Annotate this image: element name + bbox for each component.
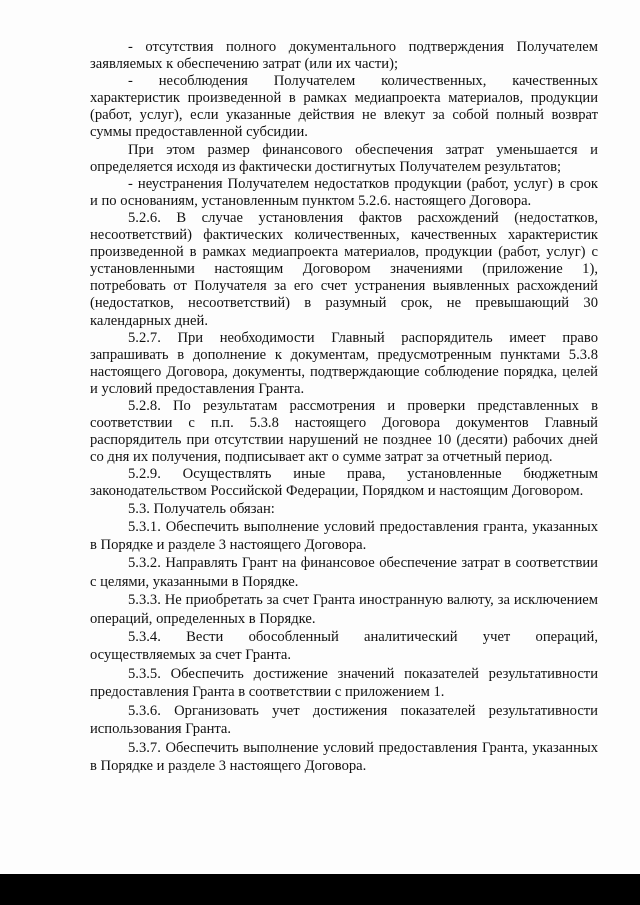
- paragraph-failure-to-remedy: - неустранения Получателем недостатков продукции (работ, услуг) в срок и по основаниям, установленным пунктом 5.2.6. настоящего Договора.: [90, 175, 598, 209]
- clause-5-3-heading: 5.3. Получатель обязан:: [128, 500, 275, 517]
- clause-5-3-3: 5.3.3. Не приобретать за счет Гранта иностранную валюту, за исключением операций, определенных в Порядке.: [90, 592, 598, 627]
- clause-5-2-6: 5.2.6. В случае установления фактов расхождений (недостатков, несоответствий) фактических количественных, качественных характеристик произведенной в рамках медиапроекта материалов, продукции (работ, услуг) с установленными настоящим Договором значениями (приложение 1), потребовать от Получателя за его счет устранения выявленных расхождений (недостатков, несоответствий) в разумный срок, не превышающий 30 календарных дней.: [90, 209, 598, 329]
- clause-5-2-8: 5.2.8. По результатам рассмотрения и проверки представленных в соответствии с п.п. 5.3.8 настоящего Договора документов Главный распорядитель при отсутствии нарушений не позднее 10 (десяти) рабочих дней со дня их получения, подписывает акт о сумме затрат за отчетный период.: [90, 397, 598, 466]
- paragraph-non-compliance-characteristics: - несоблюдения Получателем количественных, качественных характеристик произведенной в рамках медиапроекта материалов, продукции (работ, услуг), если указанные действия не влекут за собой полный возврат суммы предоставленной субсидии.: [90, 73, 598, 141]
- clause-5-3-4: 5.3.4. Вести обособленный аналитический учет операций, осуществляемых за счет Гранта.: [90, 629, 598, 664]
- paragraph-funding-reduction: При этом размер финансового обеспечения затрат уменьшается и определяется исходя из фактически достигнутых Получателем результатов;: [90, 141, 598, 175]
- clause-5-2-9: 5.2.9. Осуществлять иные права, установленные бюджетным законодательством Российской Федерации, Порядком и настоящим Договором.: [90, 466, 598, 500]
- scan-border-bottom: [0, 874, 640, 905]
- clause-5-2-7: 5.2.7. При необходимости Главный распорядитель имеет право запрашивать в дополнение к документам, предусмотренным пунктами 5.3.8 настоящего Договора, документы, подтверждающие соблюдение порядка, целей и условий предоставления Гранта.: [90, 329, 598, 397]
- clause-5-3-7: 5.3.7. Обеспечить выполнение условий предоставления Гранта, указанных в Порядке и разделе 3 настоящего Договора.: [90, 739, 598, 774]
- clause-5-3-1: 5.3.1. Обеспечить выполнение условий предоставления гранта, указанных в Порядке и разделе 3 настоящего Договора.: [90, 518, 598, 554]
- clause-5-3-5: 5.3.5. Обеспечить достижение значений показателей результативности предоставления Гранта в соответствии с приложением 1.: [90, 665, 598, 701]
- document-body: [90, 39, 598, 775]
- paragraph-no-documentary-evidence: - отсутствия полного документального подтверждения Получателем заявляемых к обеспечению затрат (или их части);: [90, 39, 598, 73]
- clause-5-3-2: 5.3.2. Направлять Грант на финансовое обеспечение затрат в соответствии с целями, указанными в Порядке.: [90, 555, 598, 590]
- clause-5-3-6: 5.3.6. Организовать учет достижения показателей результативности использования Гранта.: [90, 702, 598, 738]
